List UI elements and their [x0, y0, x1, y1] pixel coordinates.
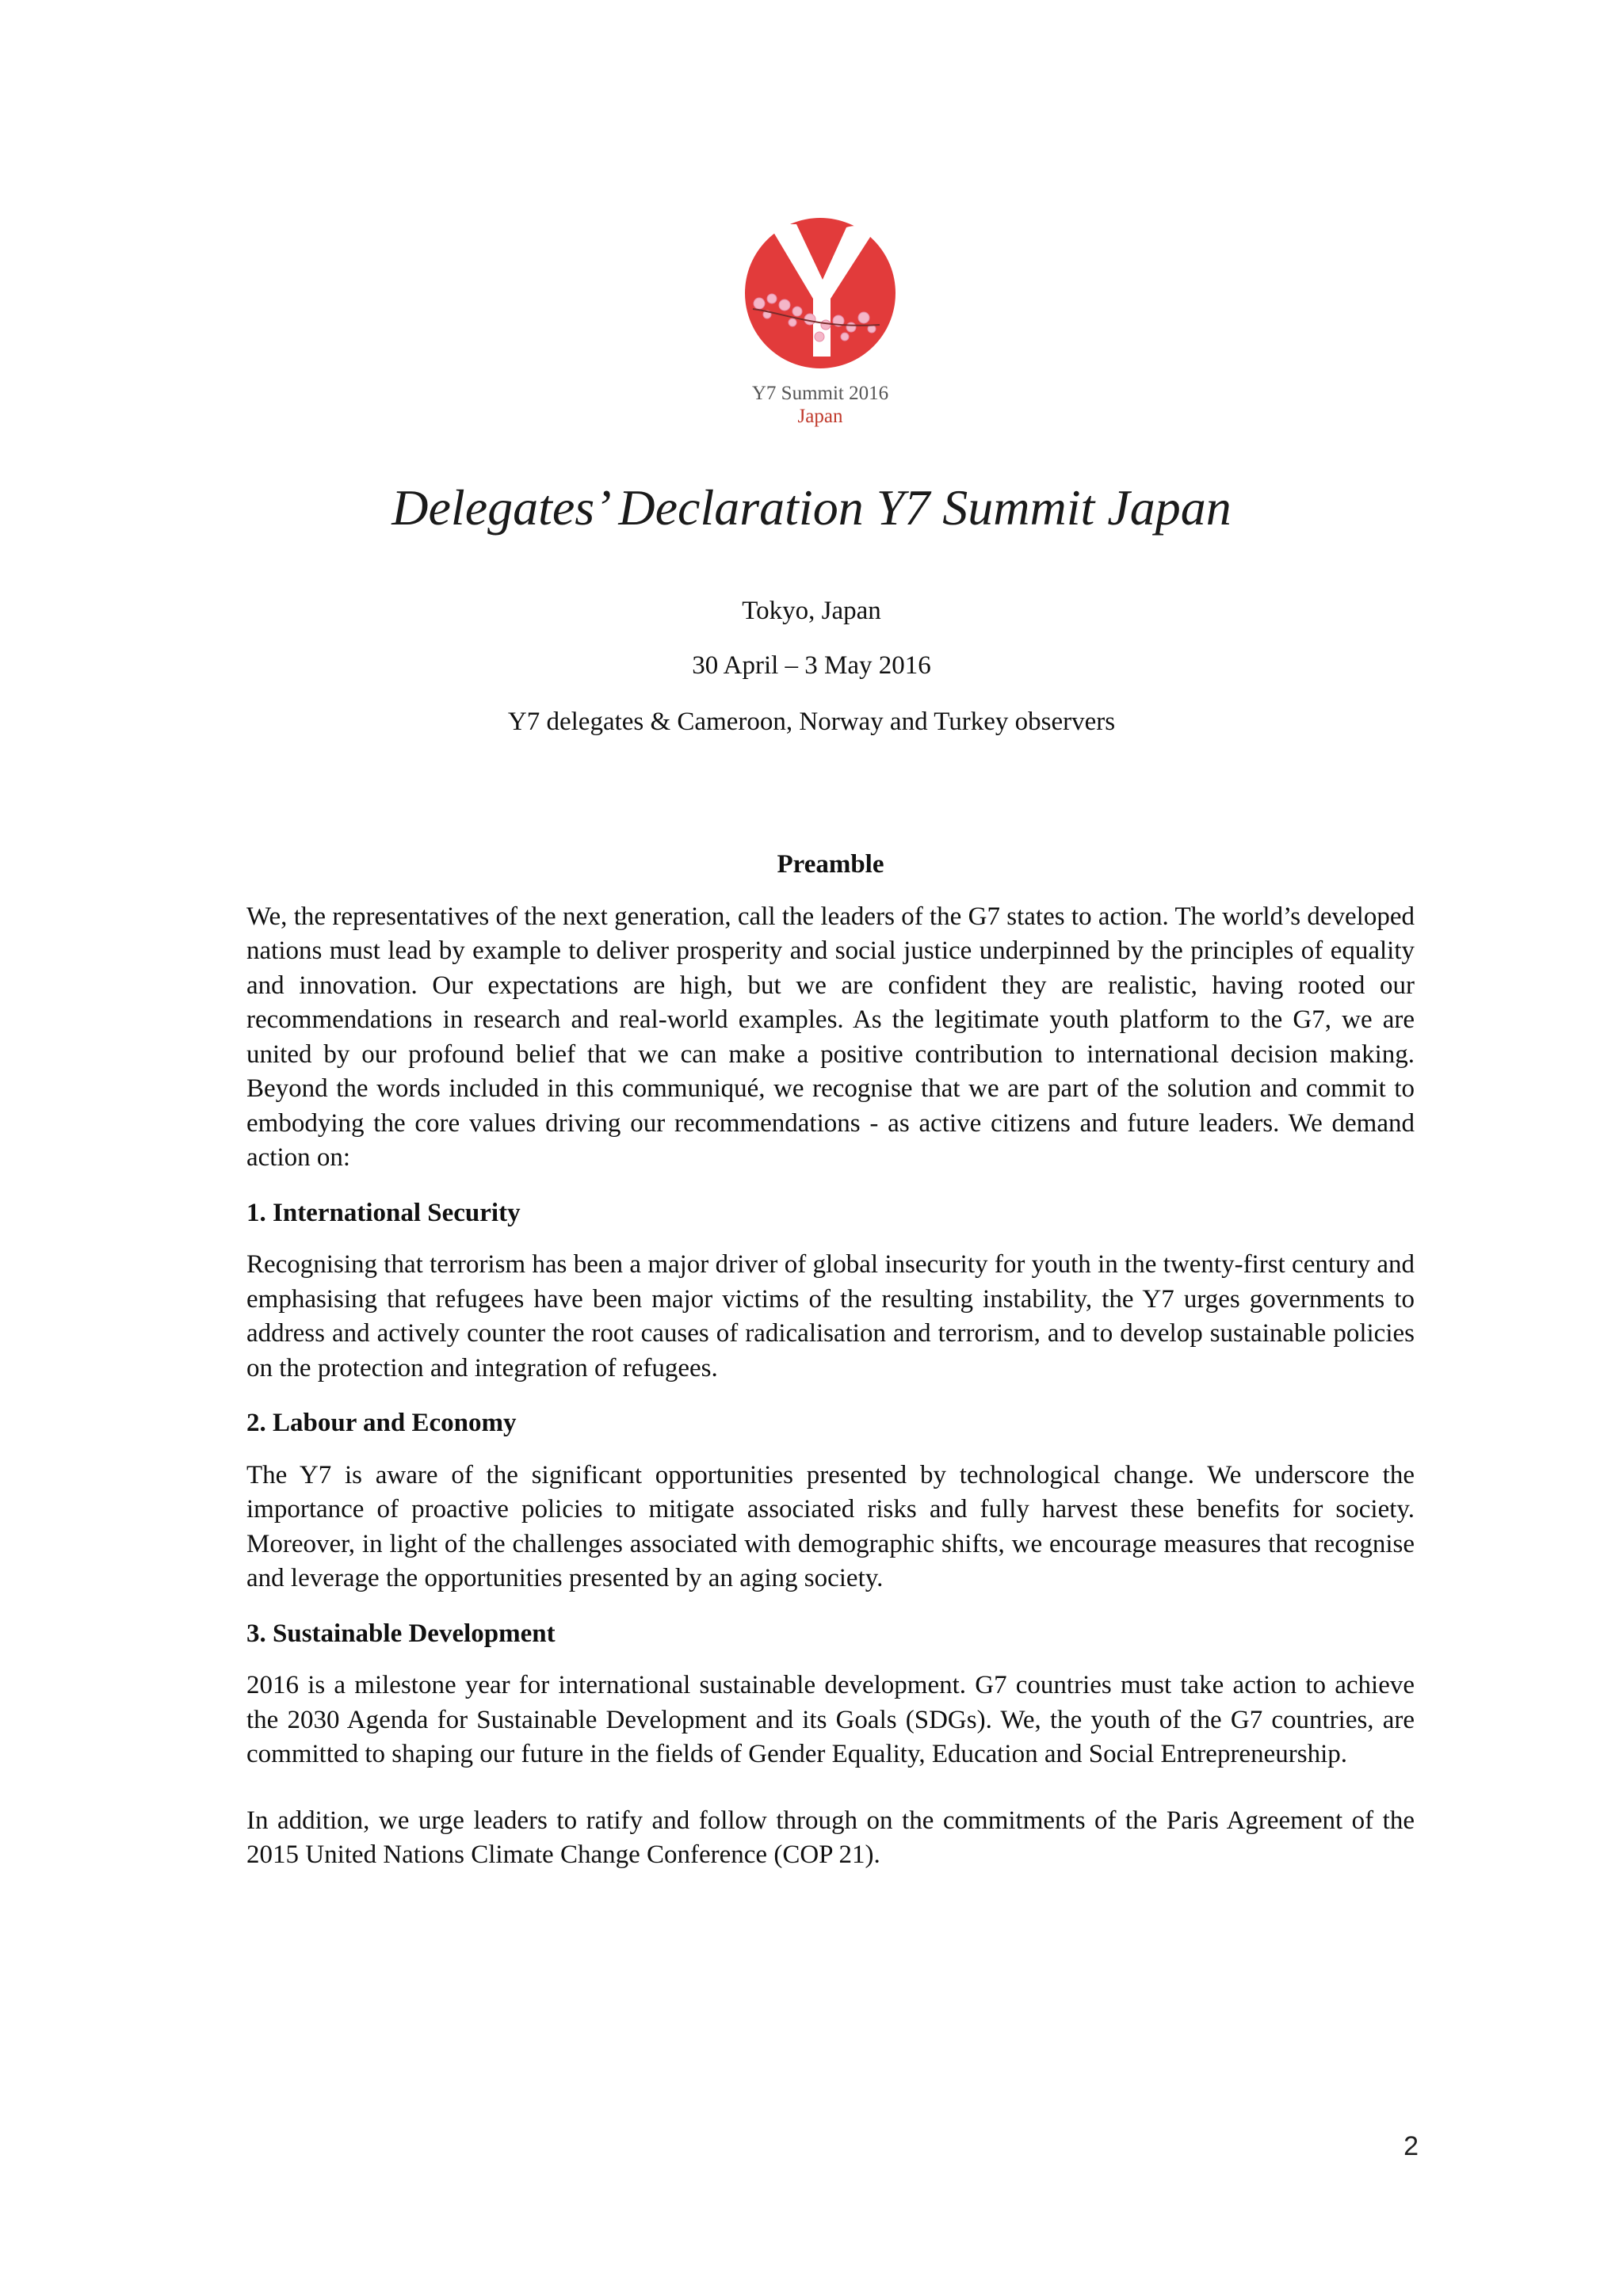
section-paragraph: The Y7 is aware of the significant opportunities presented by technological change. We underscore the importance of proactive policies to mitigate associated risks and fully harvest these benefits for society. Moreover, in light of the challenges associated with demographic shifts, we encourage measures that recognise and leverage the opportunities presented by an aging society.	[246, 1460, 1415, 1592]
document-title: Delegates’ Declaration Y7 Summit Japan	[391, 479, 1232, 536]
y7-logo	[737, 210, 903, 368]
section-paragraph: In addition, we urge leaders to ratify and follow through on the commitments of the Paris Agreement of the 2015 United Nations Climate Change Conference (COP 21).	[246, 1806, 1415, 1869]
logo-caption-summit: Y7 Summit 2016	[751, 383, 889, 404]
section-paragraph: Recognising that terrorism has been a major driver of global insecurity for youth in the twenty-first century and emphasising that refugees have been major victims of the resulting instability, the Y7 urges governments to address and actively counter the root causes of radicalisation and terrorism, and to develop sustainable policies on the protection and integration of refugees.	[246, 1250, 1415, 1383]
location: Tokyo, Japan	[742, 597, 881, 625]
section-heading: 1. International Security	[246, 1198, 521, 1227]
page-number: 2	[1403, 2131, 1419, 2161]
dates: 30 April – 3 May 2016	[692, 651, 931, 680]
section-heading: 3. Sustainable Development	[246, 1619, 556, 1648]
preamble-text: We, the representatives of the next generation, call the leaders of the G7 states to action. The world’s developed nations must lead by example to deliver prosperity and social justice underpinned by the principles of equality and innovation. Our expectations are high, but we are confident they are realistic, having rooted our recommendations in research and real-world examples. As the legitimate youth platform to the G7, we are united by our profound belief that we can make a positive contribution to international decision making. Beyond the words included in this communiqué, we recognise that we are part of the solution and commit to embodying the core values driving our recommendations - as active citizens and future leaders. We demand action on:	[246, 902, 1415, 1172]
cherry-blossom-y-logo-icon	[737, 210, 903, 368]
preamble-heading: Preamble	[777, 850, 884, 879]
logo-caption-country: Japan	[797, 406, 843, 427]
document-body	[246, 848, 1415, 1894]
section-heading: 2. Labour and Economy	[246, 1409, 517, 1437]
participants: Y7 delegates & Cameroon, Norway and Turkey observers	[507, 707, 1116, 736]
section-paragraph: 2016 is a milestone year for international sustainable development. G7 countries must take action to achieve the 2030 Agenda for Sustainable Development and its Goals (SDGs). We, the youth of the G7 countries, are committed to shaping our future in the fields of Gender Equality, Education and Social Entrepreneurship.	[246, 1671, 1415, 1768]
